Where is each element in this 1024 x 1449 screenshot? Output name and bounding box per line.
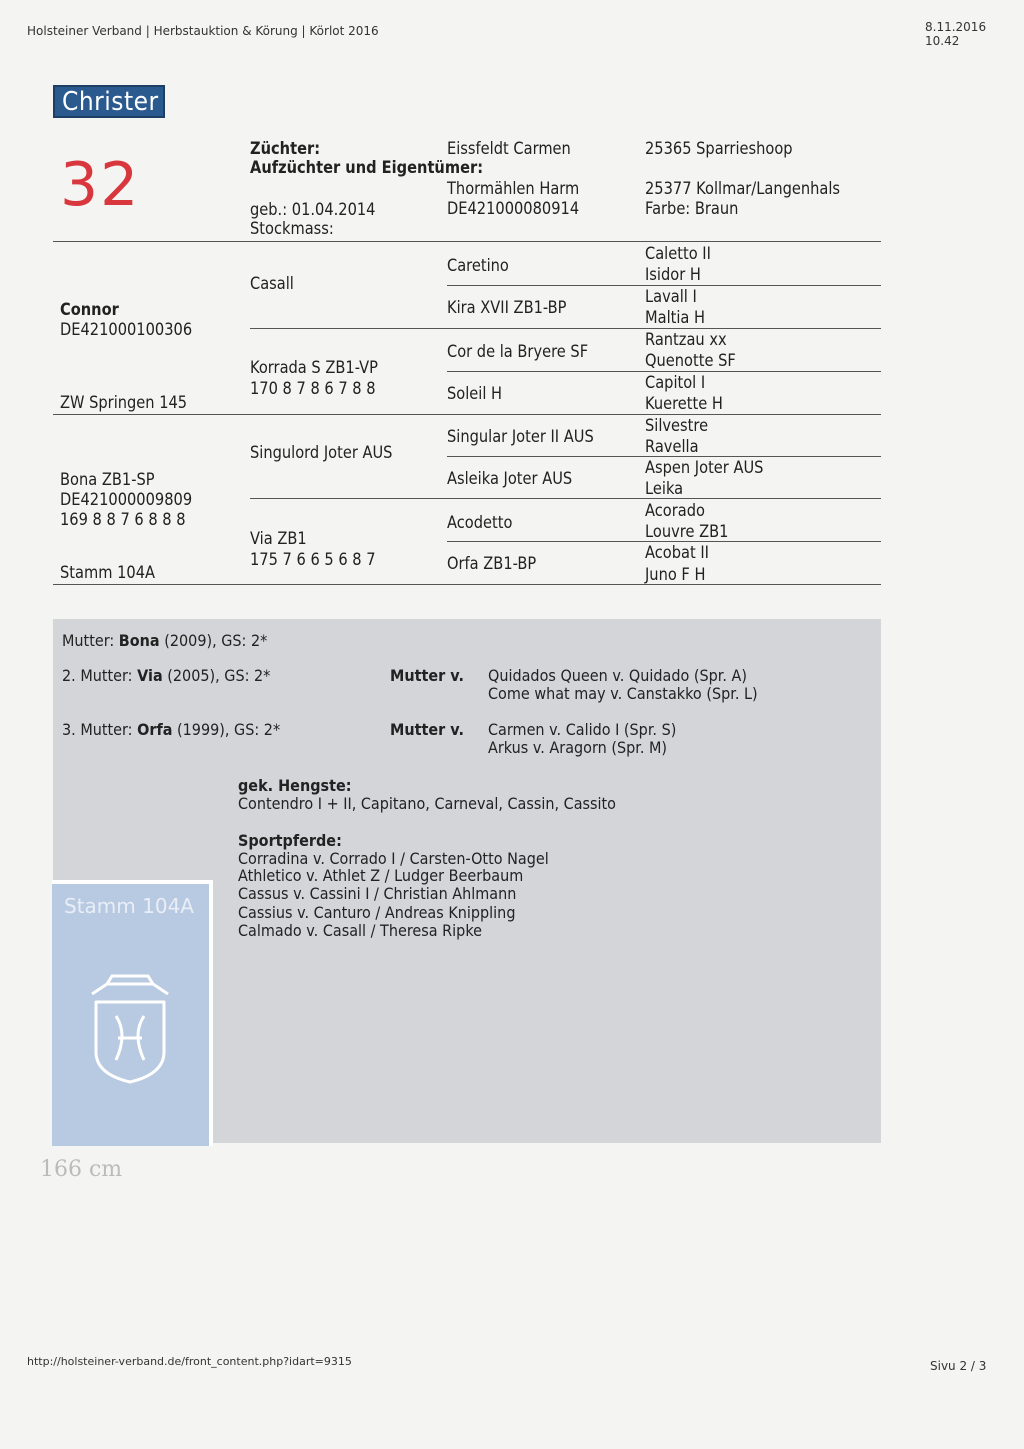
pedigree-g4: Acorado	[645, 501, 705, 521]
lot-number: 32	[60, 150, 141, 220]
mother-3-offspring: Carmen v. Calido I (Spr. S)	[488, 720, 677, 739]
stallions-list: Contendro I + II, Capitano, Carneval, Cassin, Cassito	[238, 794, 616, 813]
breeder-label: Züchter:	[250, 139, 321, 159]
stallions-label: gek. Hengste:	[238, 776, 352, 795]
document-title: Holsteiner Verband | Herbstauktion & Körung | Körlot 2016	[27, 24, 379, 38]
sire-zw: ZW Springen 145	[60, 393, 188, 413]
pedigree-g3: Acodetto	[447, 513, 513, 533]
mother-1-name: Bona	[118, 631, 160, 650]
pedigree-g4: Maltia H	[645, 308, 706, 328]
pedigree-g4: Leika	[645, 479, 684, 499]
mother-2-info: (2005), GS: 2*	[162, 666, 271, 685]
mother-1-info: (2009), GS: 2*	[159, 631, 268, 650]
pedigree-g4: Acobat II	[645, 543, 709, 563]
dam-stamm: Stamm 104A	[60, 563, 156, 583]
stockmass-label: Stockmass:	[250, 219, 334, 239]
owner-name: Thormählen Harm	[447, 179, 580, 199]
pedigree-g3: Singular Joter II AUS	[447, 427, 594, 447]
sport-horse: Cassius v. Canturo / Andreas Knippling	[238, 903, 516, 922]
pedigree-g3: Kira XVII ZB1-BP	[447, 298, 567, 318]
pedigree-g2: 175 7 6 6 5 6 8 7	[250, 550, 376, 570]
stamm-badge	[52, 880, 213, 1146]
mother-3-label: 3. Mutter:	[62, 720, 138, 739]
pedigree-g4: Juno F H	[645, 565, 706, 585]
owner-place: 25377 Kollmar/Langenhals	[645, 179, 841, 199]
birth-date: geb.: 01.04.2014	[250, 200, 376, 220]
pedigree-g4: Quenotte SF	[645, 351, 736, 371]
pedigree-g4: Caletto II	[645, 244, 711, 264]
pedigree-g4: Isidor H	[645, 265, 701, 285]
breeder-name: Eissfeldt Carmen	[447, 139, 571, 159]
pedigree-g2: Korrada S ZB1-VP	[250, 358, 378, 378]
stamm-badge-label: Stamm 104A	[64, 894, 194, 918]
pedigree-g4: Capitol I	[645, 373, 706, 393]
pedigree-g4: Rantzau xx	[645, 330, 727, 350]
mother-3-name: Orfa	[137, 720, 173, 739]
sire-name: Connor	[60, 300, 119, 320]
mother-2-label: 2. Mutter:	[62, 666, 138, 685]
mother-2-offspring: Quidados Queen v. Quidado (Spr. A)	[488, 666, 747, 685]
horse-name-box	[53, 85, 165, 118]
mother-1-label: Mutter:	[62, 631, 119, 650]
pedigree-rule	[250, 498, 881, 499]
height-note: 166 cm	[40, 1157, 123, 1182]
coat-color: Farbe: Braun	[645, 199, 739, 219]
pedigree-top-rule	[53, 241, 881, 242]
pedigree-g3: Cor de la Bryere SF	[447, 342, 589, 362]
sport-horse: Athletico v. Athlet Z / Ludger Beerbaum	[238, 866, 524, 885]
pedigree-g4: Louvre ZB1	[645, 522, 729, 542]
mother-3-offspring-label: Mutter v.	[390, 720, 464, 739]
pedigree-rule	[447, 285, 881, 286]
pedigree-g2: Casall	[250, 274, 294, 294]
mother-2-offspring: Come what may v. Canstakko (Spr. L)	[488, 684, 758, 703]
owner-label: Aufzüchter und Eigentümer:	[250, 158, 484, 178]
pedigree-g4: Ravella	[645, 437, 699, 457]
mother-3-offspring: Arkus v. Aragorn (Spr. M)	[488, 738, 668, 757]
mother-3-info: (1999), GS: 2*	[172, 720, 281, 739]
pedigree-rule	[447, 371, 881, 372]
sport-horse: Calmado v. Casall / Theresa Ripke	[238, 921, 483, 940]
sport-horses-label: Sportpferde:	[238, 831, 342, 850]
mother-1	[62, 631, 267, 650]
horse-name: Christer	[62, 87, 159, 117]
sire-id: DE421000100306	[60, 320, 193, 340]
pedigree-g4: Silvestre	[645, 416, 709, 436]
pedigree-g3: Soleil H	[447, 384, 503, 404]
dam-id: DE421000009809	[60, 490, 193, 510]
mother-2-name: Via	[137, 666, 163, 685]
pedigree-g4: Lavall I	[645, 287, 697, 307]
mother-3	[62, 720, 280, 739]
holsteiner-brand-icon	[52, 884, 209, 1146]
pedigree-g2: Singulord Joter AUS	[250, 443, 393, 463]
pedigree-g2: Via ZB1	[250, 529, 307, 549]
pedigree-g3: Caretino	[447, 256, 509, 276]
mother-2-offspring-label: Mutter v.	[390, 666, 464, 685]
pedigree-mid-rule	[53, 414, 881, 415]
dam-name: Bona ZB1-SP	[60, 470, 155, 490]
ueln: DE421000080914	[447, 199, 580, 219]
pedigree-g4: Aspen Joter AUS	[645, 458, 764, 478]
pedigree-rule	[250, 328, 881, 329]
page-number: Sivu 2 / 3	[930, 1359, 987, 1373]
pedigree-bottom-rule	[53, 584, 881, 585]
pedigree-g3: Orfa ZB1-BP	[447, 554, 537, 574]
sport-horse: Cassus v. Cassini I / Christian Ahlmann	[238, 884, 517, 903]
print-datetime: 8.11.2016 10.42	[925, 20, 987, 48]
mother-2	[62, 666, 270, 685]
pedigree-g4: Kuerette H	[645, 394, 723, 414]
dam-number: 169 8 8 7 6 8 8 8	[60, 510, 186, 530]
pedigree-g2: 170 8 7 8 6 7 8 8	[250, 379, 376, 399]
sport-horse: Corradina v. Corrado I / Carsten-Otto Nagel	[238, 849, 549, 868]
breeder-place: 25365 Sparrieshoop	[645, 139, 793, 159]
pedigree-g3: Asleika Joter AUS	[447, 469, 573, 489]
page-url: http://holsteiner-verband.de/front_content.php?idart=9315	[27, 1355, 352, 1368]
